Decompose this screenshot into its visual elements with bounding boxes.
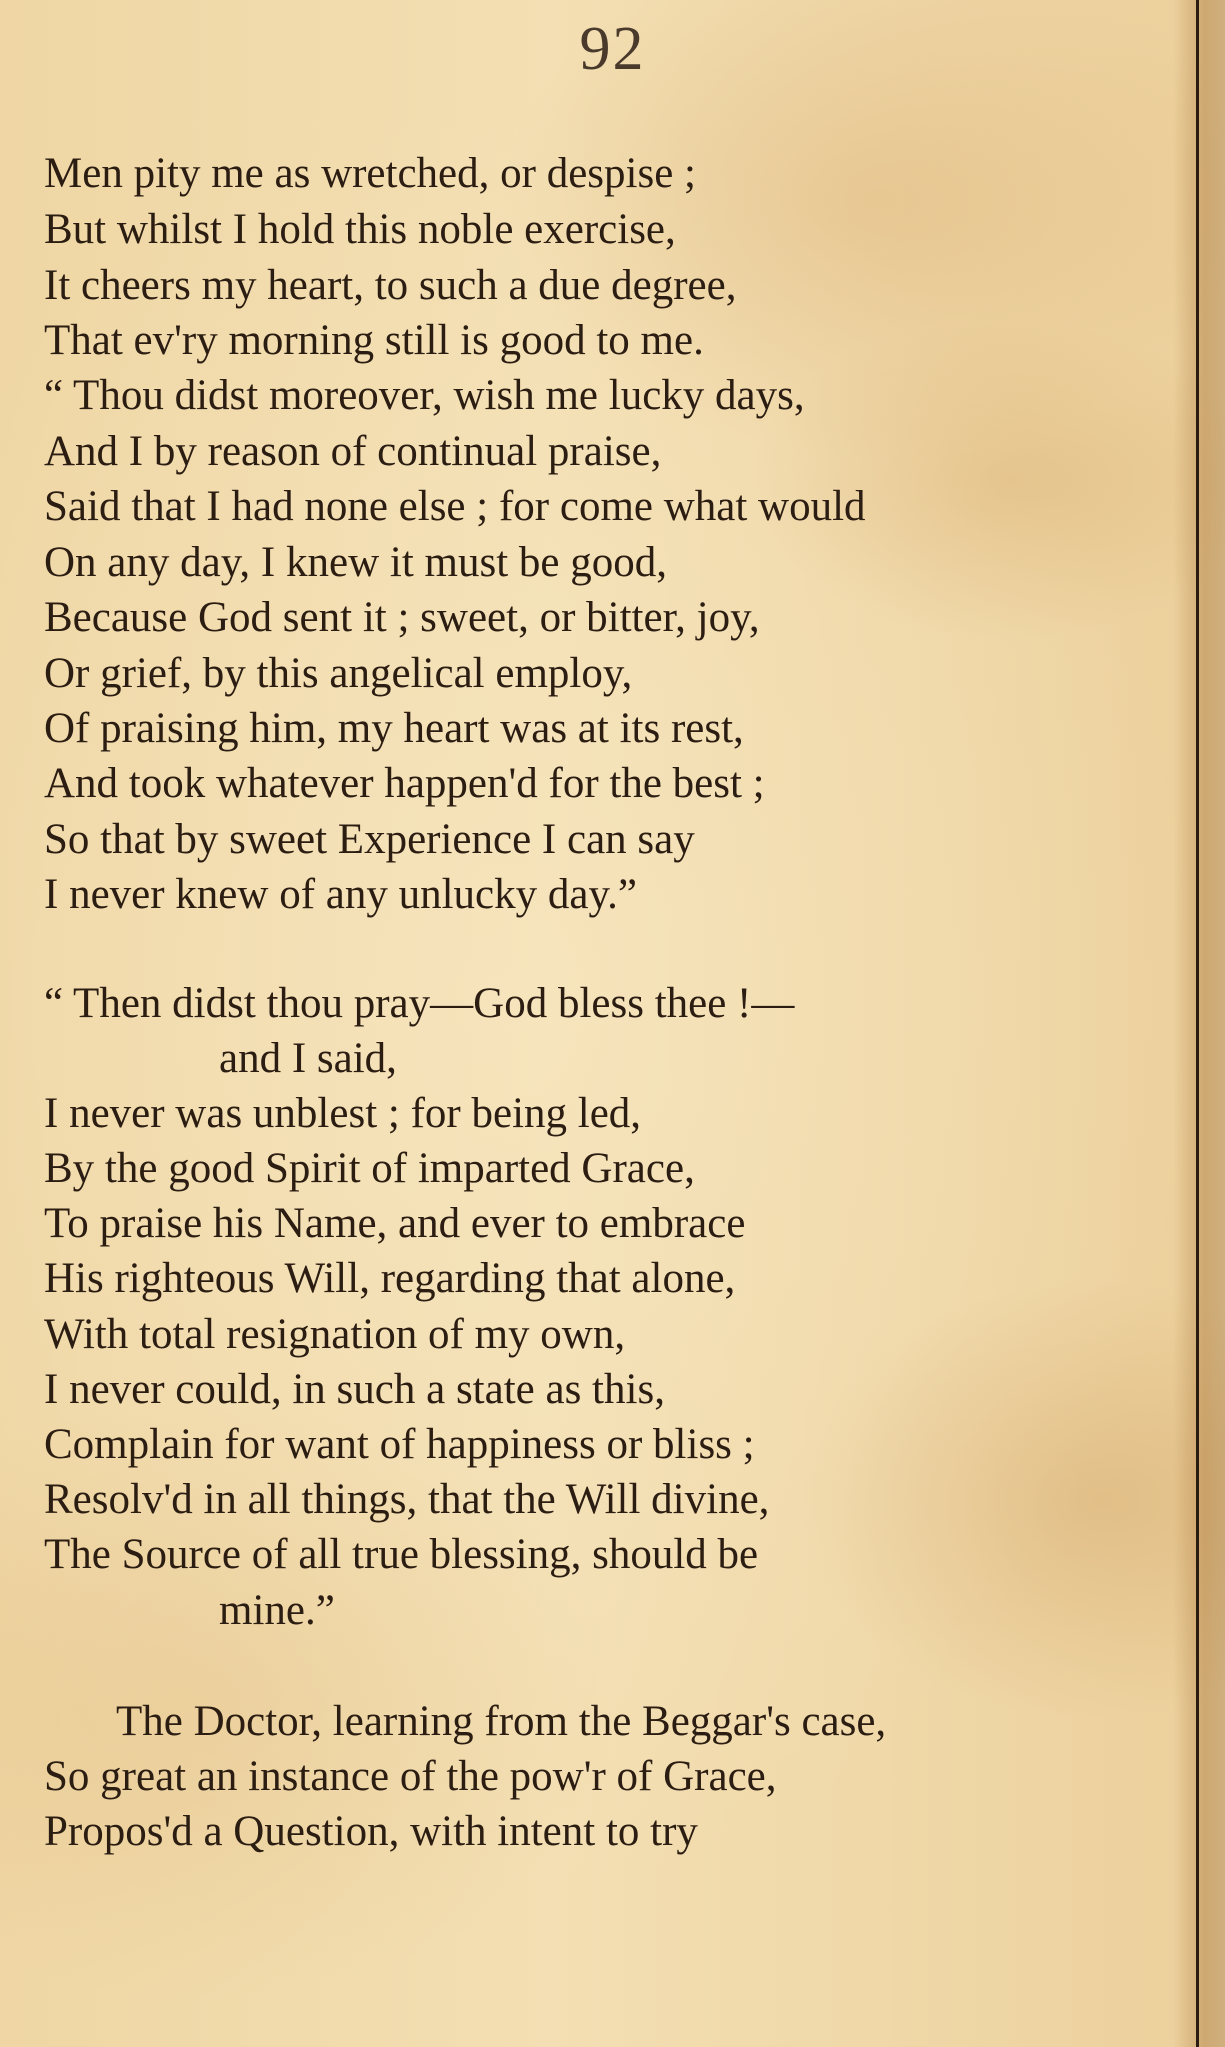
poem-line-continuation: mine.” [219, 1587, 335, 1634]
page-number: 92 [579, 15, 646, 83]
poem-line: Men pity me as wretched, or despise ; [44, 150, 696, 197]
poem-line: Resolv'd in all things, that the Will divine, [44, 1476, 770, 1523]
poem-line-continuation: and I said, [219, 1035, 397, 1082]
poem-line: By the good Spirit of imparted Grace, [44, 1145, 695, 1192]
poem-line: And took whatever happen'd for the best ; [44, 760, 765, 807]
poem-line: Said that I had none else ; for come what would [44, 483, 866, 530]
poem-line: To praise his Name, and ever to embrace [44, 1200, 746, 1247]
poem-line: I never could, in such a state as this, [44, 1366, 665, 1413]
poem-line: That ev'ry morning still is good to me. [44, 317, 704, 364]
poem-line: And I by reason of continual praise, [44, 428, 662, 475]
poem-line: With total resignation of my own, [44, 1311, 626, 1358]
poem-line: Propos'd a Question, with intent to try [44, 1808, 698, 1855]
poem-line: I never knew of any unlucky day.” [44, 871, 638, 918]
poem-line: I never was unblest ; for being led, [44, 1090, 642, 1137]
poem-line: It cheers my heart, to such a due degree, [44, 262, 737, 309]
poem-line: On any day, I knew it must be good, [44, 539, 667, 586]
poem-line: The Source of all true blessing, should be [44, 1531, 759, 1578]
poem-line: “ Then didst thou pray—God bless thee !— [44, 980, 795, 1027]
poem-line: Or grief, by this angelical employ, [44, 650, 633, 697]
poem-line: The Doctor, learning from the Beggar's case, [116, 1698, 887, 1745]
poem-line: “ Thou didst moreover, wish me lucky days, [44, 372, 805, 419]
poem-line: Complain for want of happiness or bliss ; [44, 1421, 755, 1468]
poem-line: But whilst I hold this noble exercise, [44, 206, 676, 253]
poem-line: Because God sent it ; sweet, or bitter, joy, [44, 594, 760, 641]
poem-line: So that by sweet Experience I can say [44, 816, 695, 863]
page-edge-line [1196, 0, 1199, 2047]
poem-line: So great an instance of the pow'r of Grace, [44, 1753, 777, 1800]
poem-line: Of praising him, my heart was at its rest, [44, 705, 744, 752]
poem-line: His righteous Will, regarding that alone, [44, 1255, 736, 1302]
page-edge-shadow [1173, 0, 1225, 2047]
